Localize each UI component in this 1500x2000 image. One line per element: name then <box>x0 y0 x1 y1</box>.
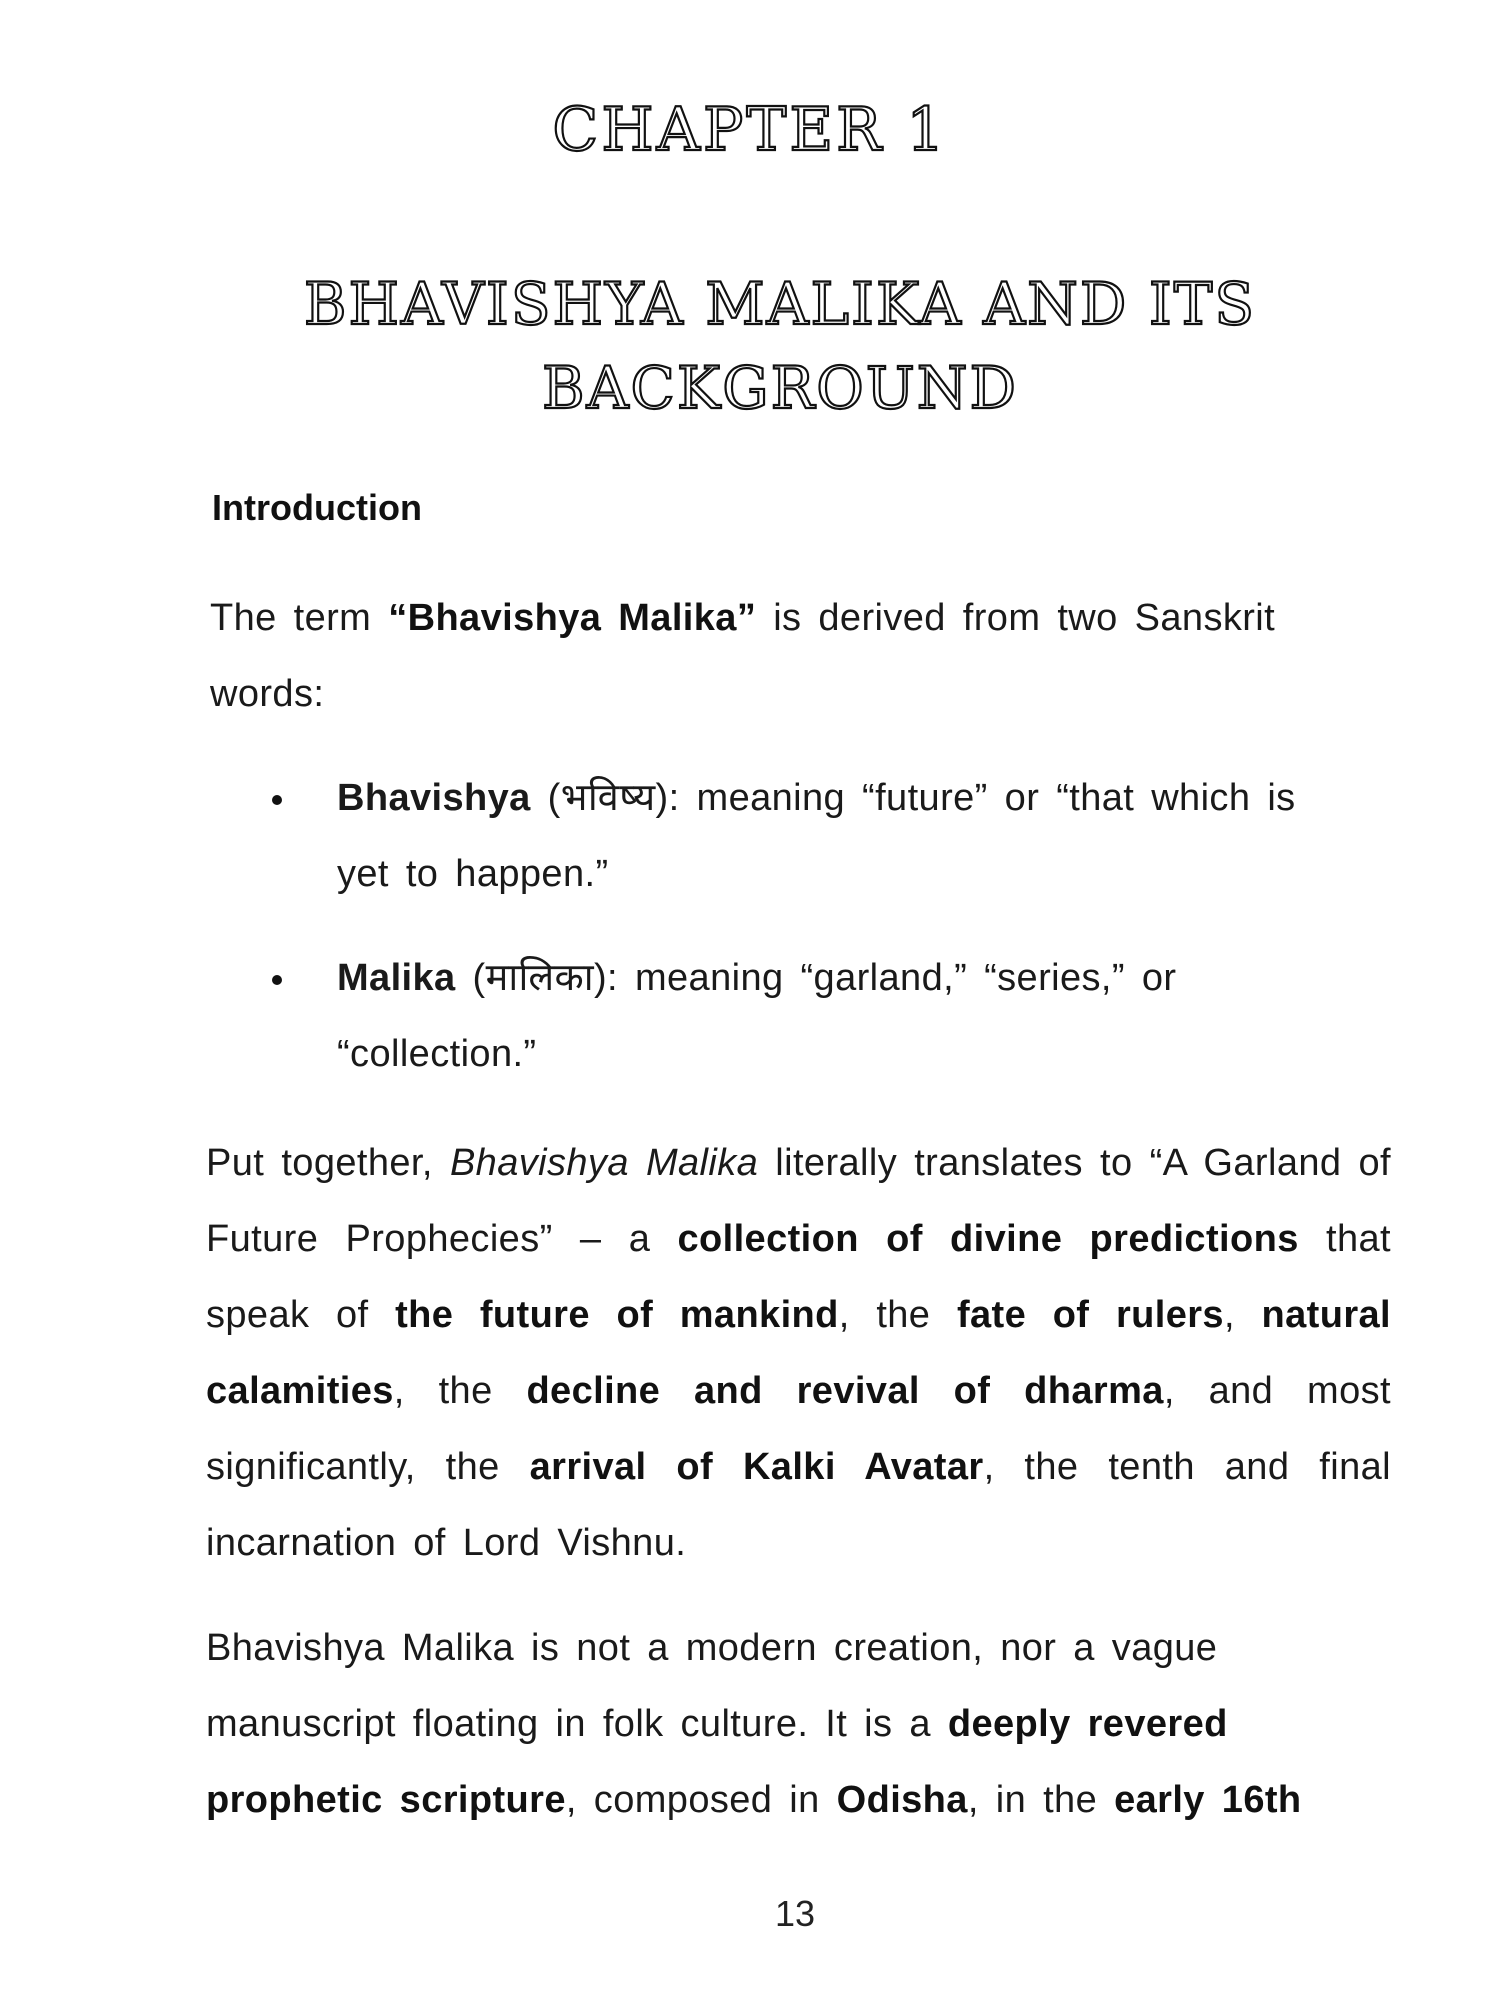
paragraph-translation <box>206 1125 1391 1581</box>
paragraph-origin <box>206 1610 1326 1838</box>
bold-term: “Bhavishya Malika” <box>388 597 757 639</box>
text-run: Bhavishya Malika is not a modern creation, nor a vague manuscript floating in folk culture. It is a <box>206 1627 1218 1745</box>
text-run: , in the <box>967 1779 1115 1821</box>
chapter-title-line-2: BACKGROUND <box>542 354 1018 422</box>
definition-list <box>262 760 1362 1120</box>
italic-term: Bhavishya Malika <box>449 1142 759 1184</box>
devanagari-word: (भविष्य) <box>530 777 669 819</box>
bullet-icon <box>272 975 282 985</box>
text-run: , the <box>393 1370 527 1412</box>
bold-phrase: decline and revival of dharma <box>526 1370 1164 1412</box>
text-run: , <box>1223 1294 1262 1336</box>
text-run: is derived from two Sanskrit words: <box>210 597 1276 715</box>
section-heading-introduction: Introduction <box>212 487 422 528</box>
text-run: , composed in <box>565 1779 837 1821</box>
bold-phrase: the future of mankind <box>395 1294 839 1336</box>
text-run: , the <box>838 1294 957 1336</box>
bold-phrase: deeply revered prophetic scripture <box>206 1703 1228 1821</box>
bullet-term: Bhavishya <box>337 777 531 819</box>
devanagari-word: (मालिका) <box>455 957 608 999</box>
chapter-label: CHAPTER 1 <box>552 95 948 165</box>
bold-phrase: Odisha <box>836 1779 968 1821</box>
text-run: literally translates to “A Garland of Future Prophecies” – a <box>206 1142 1392 1260</box>
chapter-title-line-1: BHAVISHYA MALIKA AND ITS <box>303 270 1257 338</box>
list-item-malika <box>262 940 1362 1092</box>
bold-phrase: arrival of Kalki Avatar <box>529 1446 984 1488</box>
list-item-bhavishya <box>262 760 1362 912</box>
paragraph-term-definition <box>210 580 1380 732</box>
bold-phrase: natural calamities <box>206 1294 1392 1412</box>
bullet-term: Malika <box>337 957 456 999</box>
bullet-meaning: : meaning “garland,” “series,” or “collection.” <box>337 957 1177 1075</box>
text-run: , the tenth and final incarnation of Lord Vishnu. <box>206 1446 1391 1564</box>
text-run: that speak of <box>206 1218 1391 1336</box>
page-number: 13 <box>774 1893 816 1934</box>
bullet-meaning: : meaning “future” or “that which is yet to happen.” <box>337 777 1296 895</box>
bold-phrase: fate of rulers <box>956 1294 1224 1336</box>
bold-phrase: early 16th <box>1114 1779 1302 1821</box>
text-run: The term <box>210 597 389 639</box>
bullet-icon <box>272 795 282 805</box>
text-run: Put together, <box>206 1142 450 1184</box>
chapter-title <box>230 262 1330 430</box>
text-run: , and most significantly, the <box>206 1370 1391 1488</box>
bold-phrase: collection of divine predictions <box>677 1218 1299 1260</box>
